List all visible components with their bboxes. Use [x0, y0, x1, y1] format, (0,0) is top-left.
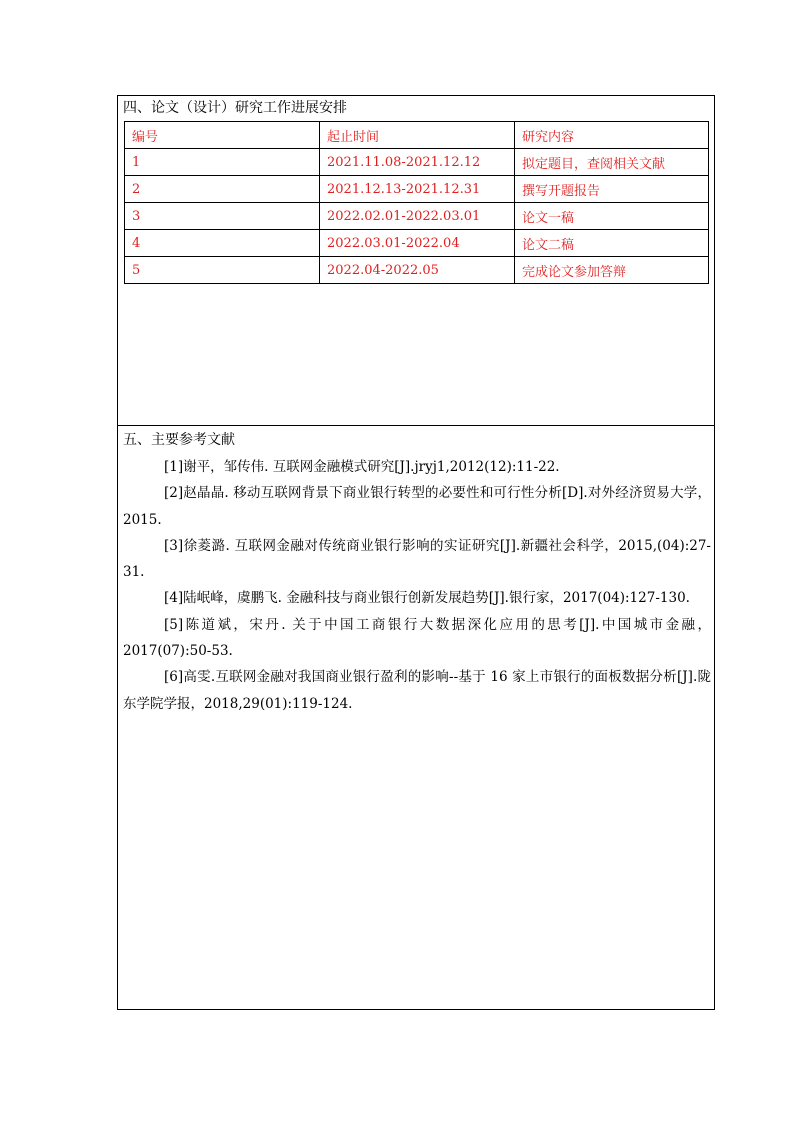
schedule-header-row — [125, 122, 709, 149]
cell-period: 2021.11.08-2021.12.12 — [320, 149, 515, 176]
table-row — [125, 176, 709, 203]
table-row — [125, 230, 709, 257]
reference-item: [1]谢平，邹传伟. 互联网金融模式研究[J].jryj1,2012(12):11-22. — [164, 459, 560, 475]
cell-content: 撰写开题报告 — [515, 176, 709, 203]
cell-content: 完成论文参加答辩 — [515, 257, 709, 284]
cell-number: 2 — [125, 176, 320, 203]
cell-content: 论文二稿 — [515, 230, 709, 257]
table-row — [125, 203, 709, 230]
header-number: 编号 — [125, 122, 320, 149]
reference-item: [4]陆岷峰，虞鹏飞. 金融科技与商业银行创新发展趋势[J].银行家，2017(04):127-130. — [164, 590, 690, 607]
form-frame — [117, 95, 715, 1010]
cell-content: 拟定题目，查阅相关文献 — [515, 149, 709, 176]
cell-period: 2022.04-2022.05 — [320, 257, 515, 284]
section-5-title: 五、主要参考文献 — [123, 432, 235, 448]
reference-item: [2]赵晶晶. 移动互联网背景下商业银行转型的必要性和可行性分析[D].对外经济贸易大学，2015. — [123, 485, 711, 528]
cell-content: 论文一稿 — [515, 203, 709, 230]
cell-number: 3 — [125, 203, 320, 230]
reference-item: [6]高雯.互联网金融对我国商业银行盈利的影响--基于 16 家上市银行的面板数据分析[J].陇东学院学报，2018,29(01):119-124. — [123, 669, 711, 712]
cell-number: 5 — [125, 257, 320, 284]
cell-period: 2022.03.01-2022.04 — [320, 230, 515, 257]
reference-list — [123, 454, 711, 717]
cell-period: 2021.12.13-2021.12.31 — [320, 176, 515, 203]
schedule-table — [124, 121, 709, 284]
table-row — [125, 149, 709, 176]
reference-item: [5]陈道斌，宋丹. 关于中国工商银行大数据深化应用的思考[J].中国城市金融，2017(07):50-53. — [123, 616, 711, 660]
references-section — [118, 426, 714, 1011]
section-4-title: 四、论文（设计）研究工作进展安排 — [123, 100, 347, 116]
reference-item: [3]徐菱潞. 互联网金融对传统商业银行影响的实证研究[J].新疆社会科学，2015,(04):27-31. — [123, 537, 711, 581]
cell-period: 2022.02.01-2022.03.01 — [320, 203, 515, 230]
header-period: 起止时间 — [320, 122, 515, 149]
header-content: 研究内容 — [515, 122, 709, 149]
progress-schedule-section — [118, 96, 714, 426]
cell-number: 4 — [125, 230, 320, 257]
table-row — [125, 257, 709, 284]
cell-number: 1 — [125, 149, 320, 176]
